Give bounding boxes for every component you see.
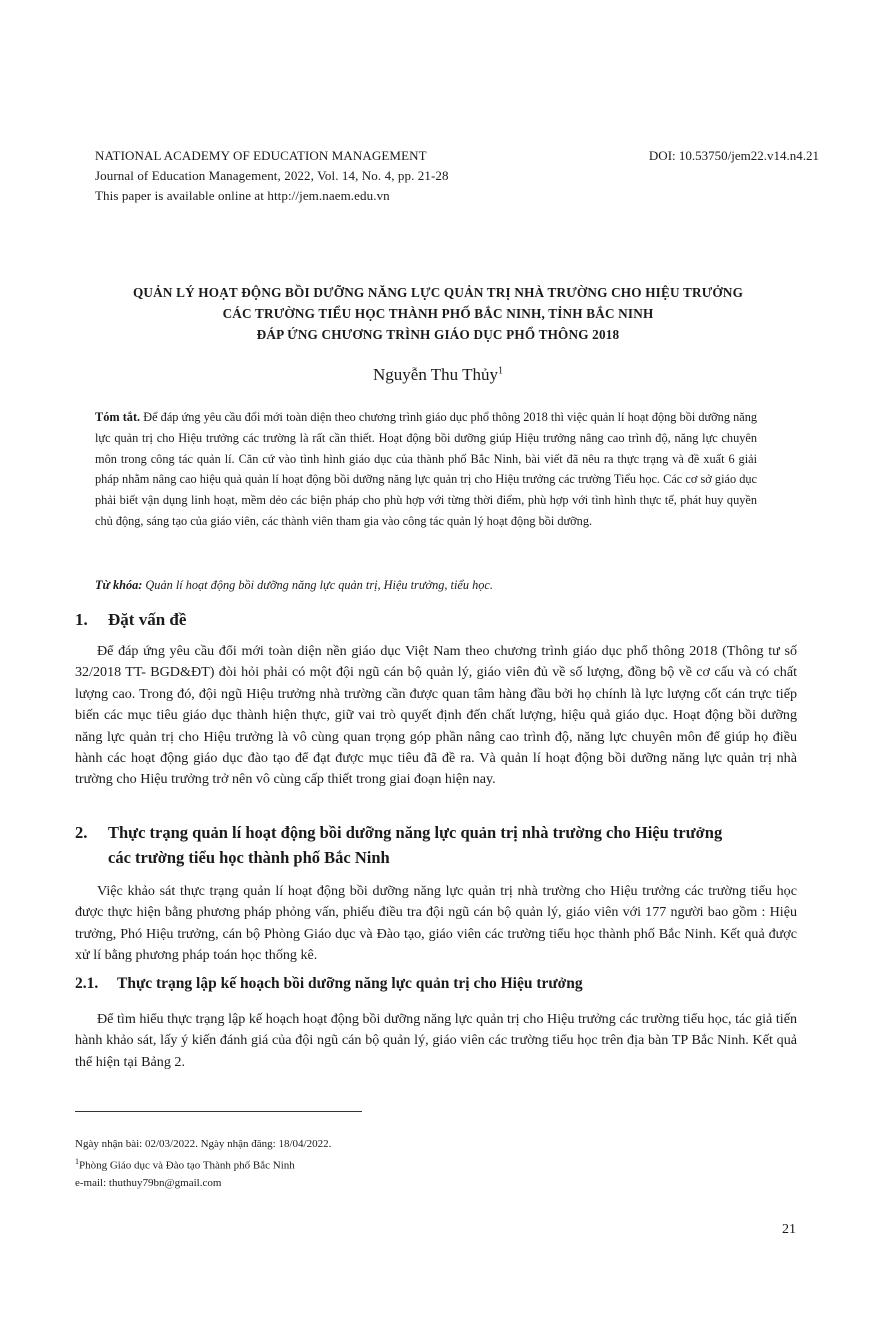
affiliation-text: Phòng Giáo dục và Đào tạo Thành phố Bắc Ninh: [79, 1159, 295, 1172]
section-1-title: Đặt vấn đề: [108, 610, 187, 629]
section-2-1-title: Thực trạng lập kế hoạch bồi dưỡng năng lực quản trị cho Hiệu trưởng: [117, 975, 583, 992]
journal-header: [95, 146, 449, 206]
section-2-title-line-1: Thực trạng quản lí hoạt động bồi dưỡng năng lực quản trị nhà trường cho Hiệu trưởng: [108, 823, 723, 842]
section-2-heading: [75, 820, 815, 870]
abstract-label: Tóm tắt.: [95, 410, 141, 424]
section-2-1-paragraph: Để tìm hiểu thực trạng lập kế hoạch hoạt động bồi dưỡng năng lực quản trị cho Hiệu trưởng các trường tiểu học, tác giả tiến hành khảo sát, lấy ý kiến đánh giá của đội ngũ cán bộ quản lý, giáo viên các trường tiểu học trên địa bàn TP Bắc Ninh. Kết quả thể hiện tại Bảng 2.: [75, 1011, 797, 1070]
page-number: 21: [782, 1222, 796, 1237]
paper-title: [60, 282, 816, 345]
title-line-2: CÁC TRƯỜNG TIỂU HỌC THÀNH PHỐ BẮC NINH, TỈNH BẮC NINH: [222, 306, 654, 321]
footnote-divider: [75, 1111, 362, 1112]
affiliation-mark: 1: [75, 1157, 79, 1166]
availability-note[interactable]: This paper is available online at http://jem.naem.edu.vn: [95, 188, 390, 203]
section-1-heading: [75, 607, 186, 632]
section-2-1-number: 2.1.: [75, 975, 99, 992]
section-2-number: 2.: [75, 823, 88, 842]
journal-citation: Journal of Education Management, 2022, Vol. 14, No. 4, pp. 21-28: [95, 168, 449, 183]
keywords: [95, 578, 757, 593]
keywords-label: Từ khóa:: [95, 578, 143, 592]
keywords-text: Quản lí hoạt động bồi dưỡng năng lực quản trị, Hiệu trưởng, tiểu học.: [145, 578, 493, 592]
doi[interactable]: DOI: 10.53750/jem22.v14.n4.21: [648, 148, 819, 163]
section-2-paragraph: Việc khảo sát thực trạng quản lí hoạt động bồi dưỡng năng lực quản trị nhà trường cho Hiệu trưởng các trường tiểu học được thực hiện bằng phương pháp phỏng vấn, phiếu điều tra đội ngũ cán bộ quản lý, giáo viên với 177 người bao gồm : Hiệu trưởng, Phó Hiệu trưởng, cán bộ Phòng Giáo dục và Đào tạo, giáo viên các trường tiểu học thành phố Bắc Ninh. Kết quả được xử lí bằng phương pháp toán học thống kê.: [75, 883, 797, 964]
author-name: Nguyễn Thu Thủy: [373, 365, 498, 384]
author-email[interactable]: e-mail: thuthuy79bn@gmail.com: [75, 1176, 222, 1189]
affiliation-note: [75, 1153, 331, 1175]
author-affil-mark: 1: [497, 365, 503, 377]
title-line-3: ĐÁP ỨNG CHƯƠNG TRÌNH GIÁO DỤC PHỔ THÔNG 2018: [256, 327, 620, 342]
footnotes: [75, 1136, 331, 1192]
section-2-1-heading: [75, 971, 583, 996]
author: [0, 365, 876, 385]
section-1-paragraph: Để đáp ứng yêu cầu đổi mới toàn diện nền giáo dục Việt Nam theo chương trình giáo dục phổ thông 2018 (Thông tư số 32/2018 TT- BGD&ĐT) đòi hỏi phải có một đội ngũ cán bộ quản lý, giáo viên đủ về số lượng, đồng bộ về cơ cấu và có chất lượng cao. Trong đó, đội ngũ Hiệu trưởng nhà trường cần được quan tâm hàng đầu bởi họ chính là lực lượng cốt cán trực tiếp biến các mục tiêu giáo dục thành hiện thực, giữ vai trò quyết định đến chất lượng, hiệu quả giáo dục. Hoạt động bồi dưỡng năng lực quản trị cho Hiệu trưởng là vô cùng quan trọng góp phần nâng cao trình độ, năng lực chuyên môn để giúp họ điều hành các hoạt động giáo dục đào tạo để đạt được mục tiêu đã đề ra. Và quản lí hoạt động bồi dưỡng năng lực quản trị nhà trường cho Hiệu trưởng trở nên vô cùng cấp thiết trong giai đoạn hiện nay.: [75, 643, 797, 788]
institution-name: NATIONAL ACADEMY OF EDUCATION MANAGEMENT: [95, 148, 427, 163]
abstract: [95, 407, 757, 532]
section-1-number: 1.: [75, 610, 88, 629]
section-2-title-line-2: các trường tiểu học thành phố Bắc Ninh: [108, 848, 390, 867]
abstract-text: Để đáp ứng yêu cầu đổi mới toàn diện theo chương trình giáo dục phổ thông 2018 thì việc quản lí hoạt động bồi dưỡng năng lực quản trị cho Hiệu trưởng các trường là rất cần thiết. Hoạt động bồi dưỡng giúp Hiệu trưởng nâng cao trình độ, năng lực chuyên môn trong công tác quản lí. Căn cứ vào tình hình giáo dục của thành phố Bắc Ninh, bài viết đã nêu ra thực trạng và đề xuất 6 giải pháp nhằm nâng cao hiệu quả quản lí hoạt động bồi dưỡng năng lực quản trị cho Hiệu trưởng các trường Tiểu học. Các cơ sở giáo dục phải biết vận dụng linh hoạt, mềm dẻo các biện pháp cho phù hợp với từng thời điểm, phù hợp với tình hình thực tế, phát huy quyền chủ động, sáng tạo của giáo viên, các thành viên tham gia vào công tác quản lý hoạt động bồi dưỡng.: [95, 410, 757, 528]
title-line-1: QUẢN LÝ HOẠT ĐỘNG BỒI DƯỠNG NĂNG LỰC QUẢN TRỊ NHÀ TRƯỜNG CHO HIỆU TRƯỞNG: [132, 285, 744, 300]
received-dates: Ngày nhận bài: 02/03/2022. Ngày nhận đăng: 18/04/2022.: [75, 1138, 332, 1150]
